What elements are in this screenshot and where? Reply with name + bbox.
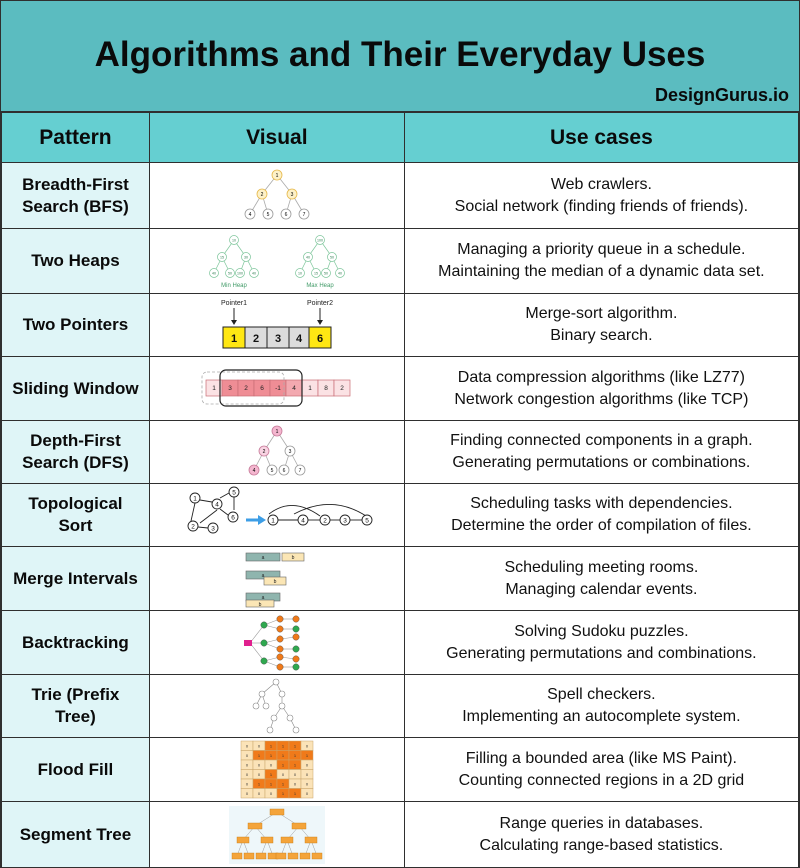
page-title: Algorithms and Their Everyday Uses	[94, 35, 706, 74]
heap-node: 100	[316, 238, 323, 243]
use-case-line: Scheduling meeting rooms.	[504, 558, 699, 576]
table-row-backtracking	[2, 611, 799, 675]
use-case-line: Binary search.	[550, 327, 653, 344]
window-cell: 6	[260, 384, 264, 392]
pattern-label: Flood Fill	[37, 759, 114, 779]
visual-cell	[149, 675, 404, 738]
visual-cell	[149, 357, 404, 421]
array-cell: 1	[230, 333, 237, 345]
min-heap-label: Min Heap	[220, 283, 247, 289]
flood-fill-cell-value: 0	[305, 790, 308, 796]
visual-cell	[149, 229, 404, 294]
bfs-node: 1	[275, 172, 279, 179]
flood-fill-cell-value: 0	[269, 762, 272, 767]
pattern-cell	[2, 229, 150, 294]
flood-fill-cell-value: 1	[269, 743, 272, 748]
use-case-line: Web crawlers.	[550, 175, 652, 193]
table-row-sliding-window	[2, 357, 799, 421]
table-row-two-heaps	[2, 229, 799, 294]
backtracking-tree-diagram	[242, 613, 312, 673]
use-case-line: Generating permutations or combinations.	[452, 454, 751, 471]
use-case-cell	[404, 675, 798, 738]
pattern-label: Two Heaps	[31, 251, 120, 270]
use-case-cell	[404, 357, 798, 421]
flood-fill-grid	[237, 740, 317, 800]
visual-cell	[149, 802, 404, 868]
topological-sort-diagram	[172, 486, 382, 544]
pattern-cell	[2, 294, 150, 357]
pattern-label: Segment Tree	[19, 824, 132, 844]
flood-fill-cell-value: 1	[293, 762, 296, 767]
pattern-cell	[2, 357, 150, 421]
flood-fill-cell-value: 0	[245, 743, 248, 748]
flood-fill-cell-value: 1	[293, 743, 296, 748]
pattern-label: Tree)	[55, 707, 96, 726]
flood-fill-cell-value: 0	[257, 790, 260, 796]
visual-cell	[149, 611, 404, 675]
flood-fill-cell-value: 0	[245, 752, 248, 758]
flood-fill-cell-value: 1	[305, 752, 308, 758]
heap-node: 40	[251, 271, 256, 276]
array-cell: 4	[295, 333, 302, 345]
use-case-line: Scheduling tasks with dependencies.	[470, 495, 733, 512]
dfs-node: 1	[275, 429, 279, 435]
flood-fill-cell-value: 1	[269, 781, 272, 786]
use-case-line: Finding connected components in a graph.	[450, 432, 753, 449]
use-case-line: Managing a priority queue in a schedule.	[457, 241, 746, 258]
flood-fill-cell-value: 0	[245, 762, 248, 767]
topo-node: 1	[193, 495, 197, 503]
flood-fill-cell-value: 0	[305, 762, 308, 767]
use-case-cell	[404, 229, 798, 294]
flood-fill-cell-value: 1	[293, 752, 296, 758]
bfs-node: 6	[284, 211, 288, 218]
window-cell: 1	[212, 384, 216, 392]
bfs-node: 3	[290, 191, 294, 198]
pattern-label: Backtracking	[22, 632, 129, 652]
topo-order-node: 3	[343, 517, 347, 525]
flood-fill-cell-value: 1	[269, 752, 272, 758]
segment-tree-diagram	[227, 804, 327, 866]
dfs-node: 2	[262, 449, 266, 455]
use-case-cell	[404, 611, 798, 675]
flood-fill-cell-value: 0	[305, 771, 308, 777]
pointer2-label: Pointer2	[306, 300, 333, 307]
flood-fill-cell-value: 1	[281, 743, 284, 748]
use-case-line: Social network (finding friends of friends).	[454, 197, 749, 215]
pattern-label: Search (DFS)	[22, 453, 129, 472]
heap-node: 30	[243, 255, 248, 260]
use-case-line: Merge-sort algorithm.	[525, 305, 678, 322]
heap-node: 40	[337, 271, 342, 276]
bfs-node: 4	[248, 211, 252, 218]
trie-diagram	[242, 677, 312, 735]
pattern-cell	[2, 163, 150, 229]
visual-cell	[149, 547, 404, 611]
window-cell: 4	[292, 384, 296, 392]
flood-fill-cell-value: 0	[293, 771, 296, 777]
flood-fill-cell-value: 0	[245, 781, 248, 786]
heap-node: 15	[219, 255, 224, 260]
flood-fill-cell-value: 0	[305, 781, 308, 786]
use-case-line: Calculating range-based statistics.	[479, 836, 724, 854]
pattern-cell	[2, 675, 150, 738]
topo-node: 4	[215, 501, 219, 509]
pattern-label: Trie (Prefix	[31, 685, 120, 704]
table-row-merge-intervals	[2, 547, 799, 611]
use-case-line: Data compression algorithms (like LZ77)	[457, 368, 745, 386]
use-case-line: Filling a bounded area (like MS Paint).	[465, 749, 737, 767]
table-row-trie	[2, 675, 799, 738]
array-cell: 2	[252, 333, 259, 345]
use-case-cell	[404, 421, 798, 484]
flood-fill-cell-value: 0	[305, 743, 308, 748]
array-cell: 6	[316, 333, 323, 345]
flood-fill-cell-value: 0	[293, 781, 296, 786]
use-case-cell	[404, 163, 798, 229]
heap-node: 10	[231, 238, 236, 243]
use-case-line: Solving Sudoku puzzles.	[514, 622, 689, 640]
title-banner	[1, 1, 799, 112]
dfs-node: 7	[298, 468, 302, 474]
heap-node: 50	[227, 271, 232, 276]
use-case-line: Determine the order of compilation of files.	[451, 517, 752, 534]
flood-fill-cell-value: 0	[257, 762, 260, 767]
flood-fill-cell-value: 1	[281, 790, 284, 796]
heap-node: 50	[329, 255, 334, 260]
pattern-cell	[2, 547, 150, 611]
interval-a-label: a	[261, 572, 265, 579]
pattern-label: Sliding Window	[12, 378, 139, 398]
flood-fill-cell-value: 1	[281, 752, 284, 758]
flood-fill-cell-value: 0	[269, 790, 272, 796]
bfs-node: 7	[302, 211, 306, 218]
heap-node: 40	[211, 271, 216, 276]
topo-node: 3	[211, 525, 215, 533]
interval-b-label: b	[291, 554, 295, 561]
merge-intervals-diagram	[242, 549, 312, 609]
window-cell: 2	[340, 384, 344, 392]
pattern-cell	[2, 421, 150, 484]
use-case-cell	[404, 484, 798, 547]
dfs-node: 5	[270, 468, 274, 474]
window-cell: 1	[308, 384, 312, 392]
sliding-window-diagram	[197, 361, 357, 417]
bfs-node: 5	[266, 211, 270, 218]
visual-cell	[149, 163, 404, 229]
pattern-cell	[2, 611, 150, 675]
use-case-line: Maintaining the median of a dynamic data set.	[438, 263, 765, 280]
use-case-line: Spell checkers.	[547, 686, 656, 703]
topo-order-node: 2	[323, 517, 327, 525]
heap-node: 40	[305, 255, 310, 260]
flood-fill-cell-value: 0	[257, 743, 260, 748]
array-cell: 3	[274, 333, 281, 345]
pattern-label: Breadth-First	[22, 174, 129, 194]
flood-fill-cell-value: 0	[245, 790, 248, 796]
heap-node: 50	[323, 271, 328, 276]
window-cell: -1	[274, 384, 281, 392]
column-header-visual: Visual	[149, 113, 404, 163]
interval-b-label: b	[258, 601, 262, 608]
use-case-line: Counting connected regions in a 2D grid	[458, 771, 745, 789]
topo-node: 6	[231, 514, 235, 522]
pattern-cell	[2, 484, 150, 547]
window-cell: 8	[324, 384, 328, 392]
visual-cell	[149, 421, 404, 484]
brand-label: DesignGurus.io	[654, 85, 789, 105]
pattern-cell	[2, 802, 150, 868]
bfs-tree-diagram	[232, 166, 322, 226]
heap-node: 10	[297, 271, 302, 276]
column-header-use-cases: Use cases	[404, 113, 798, 163]
column-header-pattern: Pattern	[2, 113, 150, 163]
interval-b-label: b	[273, 578, 277, 585]
pattern-cell	[2, 738, 150, 802]
table-row-segment-tree	[2, 802, 799, 868]
pattern-label: Search (BFS)	[22, 196, 129, 216]
dfs-tree-diagram	[232, 423, 322, 481]
use-case-line: Managing calendar events.	[505, 580, 698, 598]
max-heap-label: Max Heap	[306, 283, 334, 289]
use-case-cell	[404, 547, 798, 611]
flood-fill-cell-value: 1	[257, 752, 260, 758]
bfs-node: 2	[260, 191, 264, 198]
topo-node: 2	[191, 523, 195, 531]
pattern-label: Merge Intervals	[13, 568, 138, 588]
pattern-label: Sort	[58, 516, 93, 535]
table-row-dfs	[2, 421, 799, 484]
topo-order-node: 1	[271, 517, 275, 525]
use-case-line: Implementing an autocomplete system.	[462, 708, 741, 725]
flood-fill-cell-value: 0	[245, 771, 248, 777]
dfs-node: 3	[288, 449, 292, 455]
dfs-node: 4	[252, 468, 256, 474]
flood-fill-cell-value: 0	[281, 771, 284, 777]
flood-fill-cell-value: 0	[257, 771, 260, 777]
pattern-label: Depth-First	[30, 431, 121, 450]
table-row-bfs	[2, 163, 799, 229]
pattern-label: Two Pointers	[22, 315, 129, 334]
flood-fill-cell-value: 1	[293, 790, 296, 796]
use-case-line: Generating permutations and combinations.	[446, 644, 757, 662]
visual-cell	[149, 484, 404, 547]
use-case-cell	[404, 294, 798, 357]
two-pointers-diagram	[212, 296, 342, 354]
algorithm-table	[1, 112, 799, 868]
table-header-row	[2, 113, 799, 163]
window-cell: 2	[244, 384, 248, 392]
topo-node: 5	[232, 489, 236, 497]
interval-a-label: a	[261, 594, 265, 601]
use-case-cell	[404, 802, 798, 868]
interval-a-label: a	[261, 554, 265, 561]
use-case-line: Network congestion algorithms (like TCP)	[454, 390, 749, 408]
pointer1-label: Pointer1	[220, 300, 247, 307]
table-row-two-pointers	[2, 294, 799, 357]
flood-fill-cell-value: 1	[281, 762, 284, 767]
flood-fill-cell-value: 1	[257, 781, 260, 786]
window-cell: 3	[228, 384, 232, 392]
table-row-flood-fill	[2, 738, 799, 802]
use-case-cell	[404, 738, 798, 802]
table-row-topological-sort	[2, 484, 799, 547]
pattern-label: Topological	[28, 494, 123, 513]
visual-cell	[149, 294, 404, 357]
use-case-line: Range queries in databases.	[499, 814, 704, 832]
topo-order-node: 4	[301, 517, 305, 525]
flood-fill-cell-value: 1	[269, 771, 272, 777]
heap-node: 100	[236, 271, 243, 276]
flood-fill-cell-value: 1	[281, 781, 284, 786]
heap-node: 15	[313, 271, 318, 276]
topo-order-node: 5	[365, 517, 369, 525]
dfs-node: 6	[282, 468, 286, 474]
two-heaps-diagram	[192, 231, 362, 291]
visual-cell	[149, 738, 404, 802]
